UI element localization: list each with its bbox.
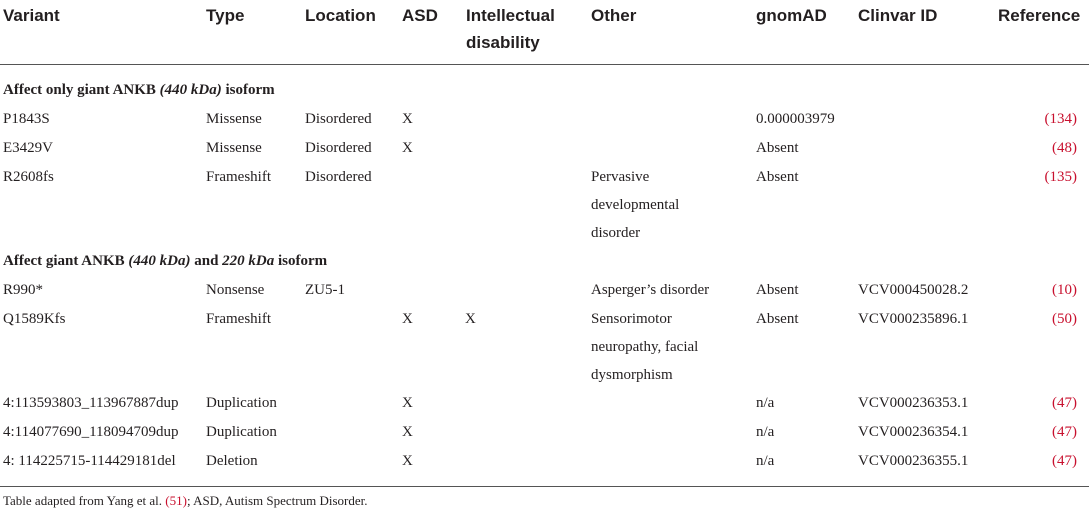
cell-variant: P1843S (3, 111, 50, 127)
cell-type: Missense (206, 140, 262, 156)
footnote-reference-link[interactable]: (51) (165, 493, 187, 508)
cell-reference-link[interactable]: (48) (1052, 140, 1077, 156)
group1-text-b: (440 kDa) (159, 82, 222, 98)
group2-text-e: isoform (274, 253, 328, 269)
cell-other: Asperger’s disorder (591, 282, 710, 298)
cell-asd: X (402, 311, 413, 327)
cell-other: developmental (591, 197, 680, 213)
cell-variant: Q1589Kfs (3, 311, 66, 327)
cell-type: Missense (206, 111, 262, 127)
cell-clinvar: VCV000235896.1 (858, 311, 969, 327)
cell-location: Disordered (305, 169, 372, 185)
cell-variant: 4:114077690_118094709dup (3, 424, 179, 440)
cell-reference-link[interactable]: (10) (1052, 282, 1077, 298)
cell-asd: X (402, 424, 413, 440)
header-intellectual-line1: Intellectual (466, 6, 555, 25)
cell-reference-link[interactable]: (135) (1044, 169, 1077, 185)
header-asd: ASD (402, 6, 438, 25)
cell-location: ZU5-1 (305, 282, 345, 298)
cell-reference-link[interactable]: (47) (1052, 424, 1077, 440)
header-rule (0, 64, 1089, 65)
cell-variant: 4: 114225715-114429181del (3, 453, 176, 469)
cell-location: Disordered (305, 111, 372, 127)
header-intellectual-line2: disability (466, 33, 540, 52)
cell-reference-link[interactable]: (47) (1052, 453, 1077, 469)
cell-location: Disordered (305, 140, 372, 156)
cell-clinvar: VCV000236354.1 (858, 424, 969, 440)
group1-text-a: Affect only giant ANKB (3, 82, 160, 98)
cell-gnomad: Absent (756, 169, 799, 185)
cell-other: neuropathy, facial (591, 339, 699, 355)
header-reference: Reference (998, 6, 1081, 25)
cell-type: Frameshift (206, 311, 271, 327)
cell-gnomad: n/a (756, 395, 775, 411)
cell-variant: 4:113593803_113967887dup (3, 395, 179, 411)
group-heading-giant-only (3, 76, 275, 104)
cell-asd: X (402, 453, 413, 469)
bottom-rule (0, 486, 1089, 487)
cell-clinvar: VCV000236353.1 (858, 395, 969, 411)
group2-text-c: and (190, 253, 223, 269)
cell-other: Pervasive (591, 169, 650, 185)
cell-other: disorder (591, 225, 641, 241)
cell-gnomad: n/a (756, 424, 775, 440)
group2-text-d: 220 kDa (222, 253, 275, 269)
cell-asd: X (402, 395, 413, 411)
cell-reference-link[interactable]: (47) (1052, 395, 1077, 411)
cell-gnomad: Absent (756, 311, 799, 327)
header-intellectual (466, 2, 555, 56)
cell-type: Duplication (206, 395, 277, 411)
cell-type: Deletion (206, 453, 258, 469)
cell-other: dysmorphism (591, 367, 673, 383)
cell-clinvar: VCV000450028.2 (858, 282, 969, 298)
cell-gnomad: n/a (756, 453, 775, 469)
group2-text-b: (440 kDa) (128, 253, 191, 269)
header-variant: Variant (3, 6, 60, 25)
cell-type: Nonsense (206, 282, 265, 298)
header-clinvar: Clinvar ID (858, 6, 938, 25)
cell-clinvar: VCV000236355.1 (858, 453, 969, 469)
cell-gnomad: Absent (756, 282, 799, 298)
cell-other: Sensorimotor (591, 311, 672, 327)
cell-variant: R2608fs (3, 169, 54, 185)
cell-gnomad: 0.000003979 (756, 111, 835, 127)
header-other: Other (591, 6, 637, 25)
cell-variant: R990* (3, 282, 44, 298)
cell-type: Duplication (206, 424, 277, 440)
group1-text-c: isoform (221, 82, 275, 98)
header-type: Type (206, 6, 245, 25)
cell-asd: X (402, 111, 413, 127)
cell-asd: X (402, 140, 413, 156)
header-gnomad: gnomAD (756, 6, 827, 25)
cell-intellectual: X (465, 311, 476, 327)
table-footnote (3, 493, 368, 509)
cell-reference-link[interactable]: (50) (1052, 311, 1077, 327)
table-header (0, 2, 1089, 52)
cell-reference-link[interactable]: (134) (1044, 111, 1077, 127)
group2-text-a: Affect giant ANKB (3, 253, 129, 269)
group-heading-giant-and-220 (3, 247, 327, 275)
cell-variant: E3429V (3, 140, 53, 156)
footnote-text-pre: Table adapted from Yang et al. (3, 493, 166, 508)
cell-gnomad: Absent (756, 140, 799, 156)
footnote-text-post: ; ASD, Autism Spectrum Disorder. (186, 493, 368, 508)
header-location: Location (305, 6, 376, 25)
cell-type: Frameshift (206, 169, 271, 185)
